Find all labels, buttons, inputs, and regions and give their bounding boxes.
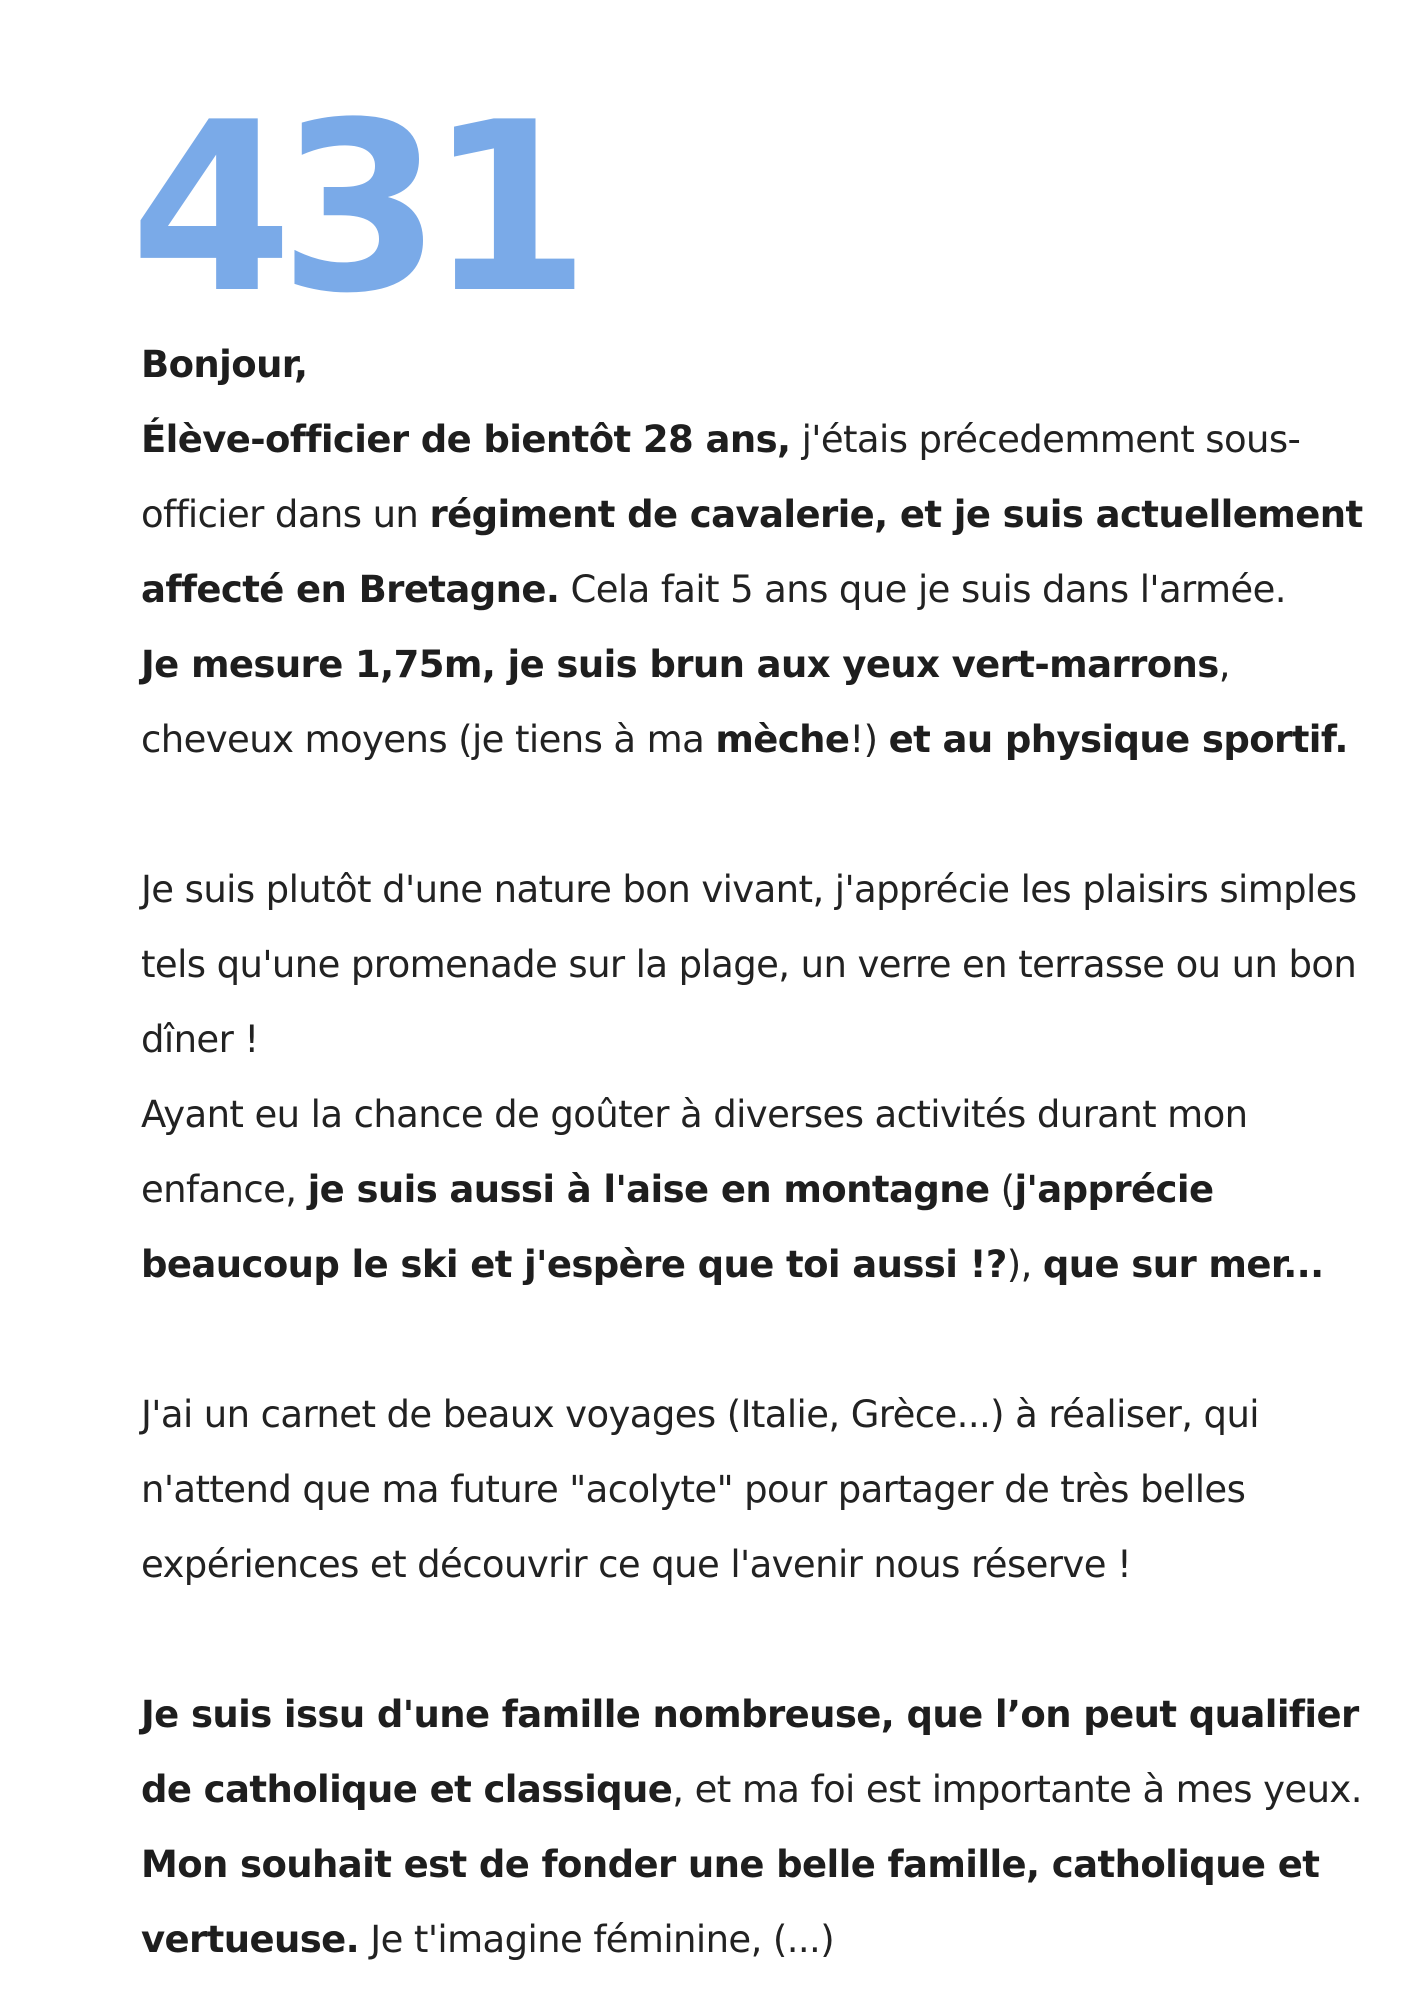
- paragraph-gap: [141, 777, 1391, 852]
- appearance-paren: !): [849, 718, 889, 761]
- greeting-text: Bonjour,: [141, 343, 308, 386]
- paragraph-gap: [141, 1302, 1391, 1377]
- activities-close-paren: ),: [1006, 1243, 1043, 1286]
- appearance-height: Je mesure 1,75m, je suis brun aux yeux vert-marrons: [141, 643, 1219, 686]
- activities-open-paren: (: [989, 1168, 1015, 1211]
- career-duration: Cela fait 5 ans que je suis dans l'armée.: [559, 568, 1286, 611]
- activities-ski: j'apprécie beaucoup le ski et j'espère que toi aussi !?: [141, 1168, 1214, 1286]
- greeting: [141, 327, 1391, 402]
- paragraph-appearance: [141, 627, 1391, 777]
- paragraph-activities: [141, 1077, 1391, 1302]
- appearance-hair: , cheveux moyens (je tiens à ma: [141, 643, 1230, 761]
- profile-number: 431: [130, 73, 577, 345]
- activities-intro: Ayant eu la chance de goûter à diverses activités durant mon enfance,: [141, 1093, 1248, 1211]
- paragraph-career: [141, 402, 1391, 627]
- family-faith: , et ma foi est importante à mes yeux.: [672, 1768, 1362, 1811]
- paragraph-wish: [141, 1827, 1391, 1977]
- career-age: Élève-officier de bientôt 28 ans,: [141, 418, 791, 461]
- appearance-meche: mèche: [715, 718, 850, 761]
- paragraph-family: [141, 1677, 1391, 1827]
- career-regiment: régiment de cavalerie, et je suis actuellement affecté en Bretagne.: [141, 493, 1363, 611]
- profile-letter: [141, 327, 1391, 1977]
- career-text: j'étais précedemment sous-officier dans un: [141, 418, 1301, 536]
- family-background: Je suis issu d'une famille nombreuse, que l’on peut qualifier de catholique et classique: [141, 1693, 1359, 1811]
- wish-imagine: Je t'imagine féminine, (...): [359, 1918, 835, 1961]
- paragraph-travel: J'ai un carnet de beaux voyages (Italie, Grèce...) à réaliser, qui n'attend que ma future "acolyte" pour partager de très belles expériences et découvrir ce que l'avenir nous réserve !: [141, 1393, 1259, 1586]
- activities-sea: que sur mer...: [1042, 1243, 1324, 1286]
- appearance-physique: et au physique sportif.: [888, 718, 1348, 761]
- paragraph-nature: Je suis plutôt d'une nature bon vivant, j'apprécie les plaisirs simples tels qu'une promenade sur la plage, un verre en terrasse ou un bon dîner !: [141, 868, 1357, 1061]
- paragraph-gap: [141, 1602, 1391, 1677]
- wish-family: Mon souhait est de fonder une belle famille, catholique et vertueuse.: [141, 1843, 1320, 1961]
- activities-mountain: je suis aussi à l'aise en montagne: [307, 1168, 990, 1211]
